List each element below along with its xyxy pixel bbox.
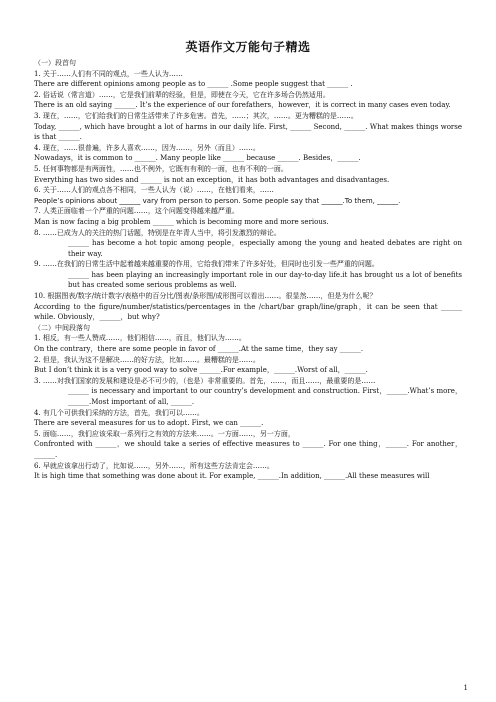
chinese-line: 9. ……在我们的日常生活中起着越来越重要的作用，它给我们带来了许多好处，但同时也引发一些严重的问题。 (34, 260, 379, 269)
chinese-line: 6. 早就应该拿出行动了，比如说……，另外……，所有这些方法肯定会……。 (34, 461, 274, 470)
english-line: There are several measures for us to adopt. First, we can ______. (34, 419, 264, 428)
english-line: There are different opinions among people as to ______ .Some people suggest that ______ . (34, 80, 353, 89)
chinese-line: 4. 现在，……很普遍，许多人喜欢……，因为……，另外（而且）……。 (34, 143, 260, 152)
english-line: People’s opinions about ______ vary from person to person. Some people say that ______.To them, ______. (34, 196, 401, 205)
english-line: ______ has become a hot topic among people，especially among the young and heated debates are right on their way. (68, 239, 462, 258)
english-line: Confronted with ______，we should take a series of effective measures to ______. For one thing，______. For another，______. (34, 440, 462, 459)
document-body (34, 58, 462, 482)
document-title: 英语作文万能句子精选 (185, 40, 311, 54)
english-line: ______ is necessary and important to our country’s development and construction. First，______.What’s more，______.Most important of all, ______. (68, 387, 462, 406)
english-line: According to the figure/number/statistics/percentages in the /chart/bar graph/line/graph，it can be seen that ______ while. Obviously，______，but why? (34, 302, 462, 322)
chinese-line: 3. ……对我们国家的发展和建设是必不可少的，（也是）非常重要的。首先，……，而且……，最重要的是…… (34, 376, 376, 385)
english-line: Everything has two sides and ______ is not an exception，it has both advantages and disadvantages. (34, 175, 390, 184)
section-heading: （二）中间段落句 (34, 323, 90, 332)
chinese-line: 5. 面临……，我们应该采取一系列行之有效的方法来……。一方面……，另一方面， (34, 429, 295, 438)
chinese-line: 2. 但是，我认为这不是解决……的好方法，比如……。最糟糕的是……。 (34, 355, 260, 364)
chinese-line: 10. 根据图表/数字/统计数字/表格中的百分比/图表/条形图/成形图可以看出……。很显然……，但是为什么呢？ (34, 292, 377, 301)
chinese-line: 8. ……已成为人的关注的热门话题，特别是在年青人当中，将引发激烈的辩论。 (34, 228, 281, 237)
page-number: 1 (463, 684, 468, 692)
section-heading: （一）段首句 (34, 59, 76, 67)
english-line: ______ has been playing an increasingly important role in our day-to-day life.it has brought us a lot of benefits but has created some serious problems as well. (68, 270, 462, 290)
english-line: Man is now facing a big problem ______ which is becoming more and more serious. (34, 217, 329, 226)
chinese-line: 4. 有几个可供我们采纳的方法，首先，我们可以……。 (34, 408, 204, 417)
chinese-line: 6. 关于……人们的观点各不相同，一些人认为（说）……，在他们看来，…… (34, 186, 274, 195)
english-line: But I don’t think it is a very good way to solve ______.For example，______.Worst of all，______. (34, 366, 368, 375)
english-line: There is an old saying ______. It’s the experience of our forefathers，however，it is correct in many cases even today. (34, 101, 451, 110)
chinese-line: 1. 关于……人们有不同的观点，一些人认为…… (34, 69, 183, 78)
chinese-line: 3. 现在，……，它们给我们的日常生活带来了许多危害。首先，……；其次，……。更为糟糕的是……。 (34, 111, 358, 120)
chinese-line: 2. 俗话说（常言道）……，它是我们前辈的经验，但是，即使在今天，它在许多场合仍然适用。 (34, 90, 330, 99)
chinese-line: 5. 任何事物都是有两面性，……也不例外，它既有有利的一面，也有不利的一面。 (34, 164, 288, 173)
chinese-line: 1. 相反，有一些人赞成……，他们相信……，而且，他们认为……。 (34, 334, 246, 343)
english-line: Nowadays，it is common to ______. Many people like ______ because ______. Besides，______. (34, 154, 361, 163)
english-line: On the contrary，there are some people in favor of ______.At the same time，they say ______. (34, 345, 364, 354)
english-line: It is high time that something was done about it. For example, ______.In addition, ______.All these measures will (34, 472, 430, 481)
chinese-line: 7. 人类正面临着一个严重的问题……，这个问题变得越来越严重。 (34, 207, 239, 216)
english-line: Today, ______, which have brought a lot of harms in our daily life. First, ______ Second, ______. What makes things worse is that ______. (34, 122, 462, 142)
